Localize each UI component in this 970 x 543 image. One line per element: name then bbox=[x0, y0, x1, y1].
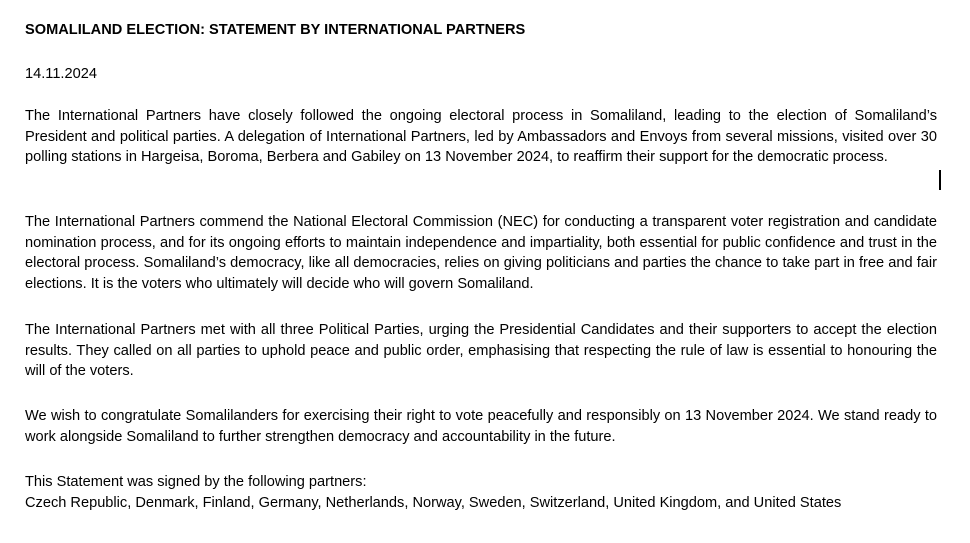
paragraph-nec: The International Partners commend the National Electoral Commission (NEC) for conducting a transparent voter registration and candidate nomination process, and for its ongoing efforts to maintain independence and impartiality, both essential for public confidence and trust in the electoral process. Somaliland’s democracy, like all democracies, relies on giving politicians and parties the chance to take part in free and fair elections. It is the voters who ultimately will decide who will govern Somaliland. bbox=[25, 214, 937, 292]
paragraph-political-parties: The International Partners met with all three Political Parties, urging the Presidential Candidates and their supporters to accept the election results. They called on all parties to uphold peace and public order, emphasising that respecting the rule of law is essential to honouring the will of the voters. bbox=[25, 322, 937, 379]
text-cursor bbox=[939, 170, 941, 190]
statement-document bbox=[25, 20, 937, 511]
signed-intro: This Statement was signed by the following partners: bbox=[25, 474, 367, 490]
paragraph-delegation: The International Partners have closely followed the ongoing electoral process in Somaliland, leading to the election of Somaliland’s President and political parties. A delegation of International Partners, led by Ambassadors and Envoys from several missions, visited over 30 polling stations in Hargeisa, Boroma, Berbera and Gabiley on 13 November 2024, to reaffirm their support for the democratic process. bbox=[25, 108, 937, 165]
paragraph-congratulations: We wish to congratulate Somalilanders for exercising their right to vote peacefully and responsibly on 13 November 2024. We stand ready to work alongside Somaliland to further strengthen democracy and accountability in the future. bbox=[25, 408, 937, 445]
document-date: 14.11.2024 bbox=[25, 66, 97, 82]
signatories-list: Czech Republic, Denmark, Finland, Germany, Netherlands, Norway, Sweden, Switzerland, United Kingdom, and United States bbox=[25, 494, 842, 511]
signatories-block bbox=[25, 472, 937, 513]
document-title: SOMALILAND ELECTION: STATEMENT BY INTERNATIONAL PARTNERS bbox=[25, 22, 526, 38]
